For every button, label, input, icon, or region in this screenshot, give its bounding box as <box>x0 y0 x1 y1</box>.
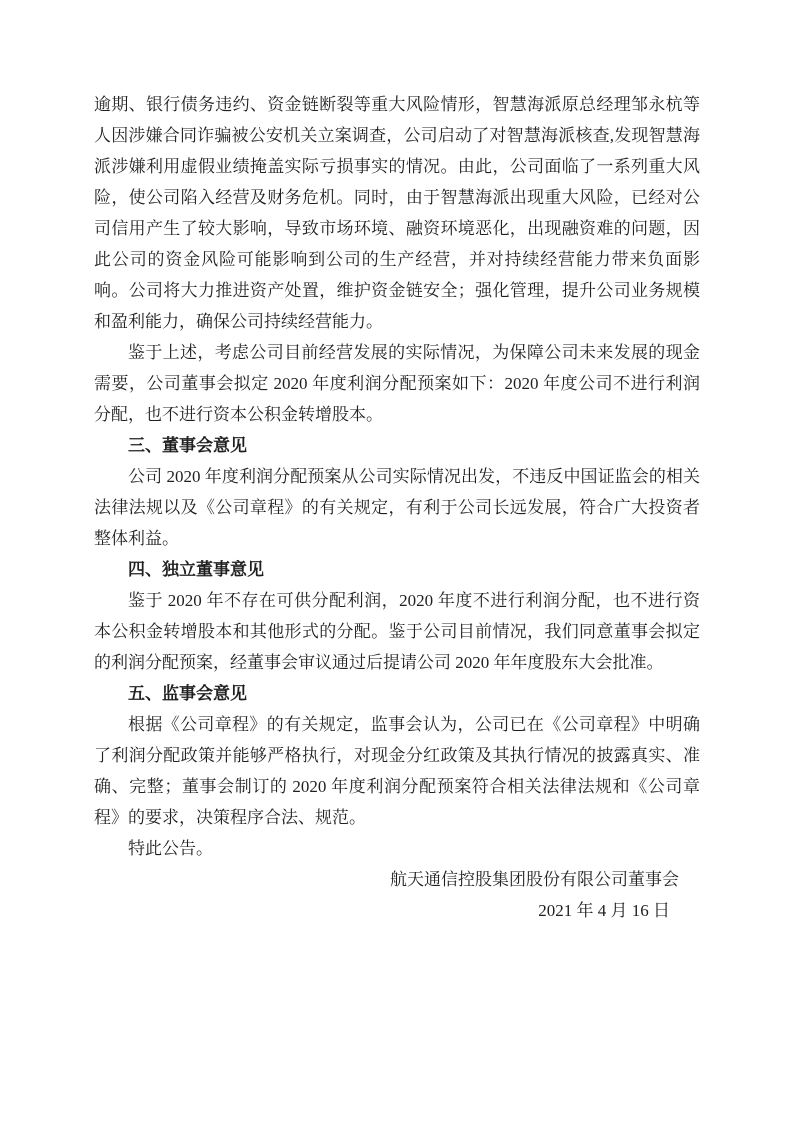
heading-board-opinion: 三、董事会意见 <box>128 436 247 455</box>
heading-independent-directors-opinion: 四、独立董事意见 <box>128 560 264 579</box>
heading-supervisory-board-opinion: 五、监事会意见 <box>128 684 247 703</box>
signature-company-board: 航天通信控股集团股份有限公司董事会 <box>390 870 679 889</box>
paragraph-board-opinion: 公司 2020 年度利润分配预案从公司实际情况出发，不违反中国证监会的相关法律法规以及《公司章程》的有关规定，有利于公司长远发展，符合广大投资者整体利益。 <box>94 467 700 548</box>
paragraph-profit-distribution-plan: 鉴于上述，考虑公司目前经营发展的实际情况，为保障公司未来发展的现金需要，公司董事会拟定 2020 年度利润分配预案如下：2020 年度公司不进行利润分配，也不进行资本公积金转增股本。 <box>94 343 700 424</box>
paragraph-announcement-closing: 特此公告。 <box>128 839 213 858</box>
signature-date: 2021 年 4 月 16 日 <box>538 901 670 920</box>
paragraph-independent-directors-opinion: 鉴于 2020 年不存在可供分配利润，2020 年度不进行利润分配，也不进行资本公积金转增股本和其他形式的分配。鉴于公司目前情况，我们同意董事会拟定的利润分配预案，经董事会审议通过后提请公司 2020 年年度股东大会批准。 <box>94 591 700 672</box>
paragraph-risk-continuation: 逾期、银行债务违约、资金链断裂等重大风险情形，智慧海派原总经理邹永杭等人因涉嫌合同诈骗被公安机关立案调查，公司启动了对智慧海派核查,发现智慧海派涉嫌利用虚假业绩掩盖实际亏损事实的情况。由此，公司面临了一系列重大风险，使公司陷入经营及财务危机。同时，由于智慧海派出现重大风险，已经对公司信用产生了较大影响，导致市场环境、融资环境恶化，出现融资难的问题，因此公司的资金风险可能影响到公司的生产经营，并对持续经营能力带来负面影响。公司将大力推进资产处置，维护资金链安全；强化管理，提升公司业务规模和盈利能力，确保公司持续经营能力。 <box>94 95 700 331</box>
paragraph-supervisory-board-opinion: 根据《公司章程》的有关规定，监事会认为，公司已在《公司章程》中明确了利润分配政策并能够严格执行，对现金分红政策及其执行情况的披露真实、准确、完整；董事会制订的 2020 年度利润分配预案符合相关法律法规和《公司章程》的要求，决策程序合法、规范。 <box>94 715 700 827</box>
